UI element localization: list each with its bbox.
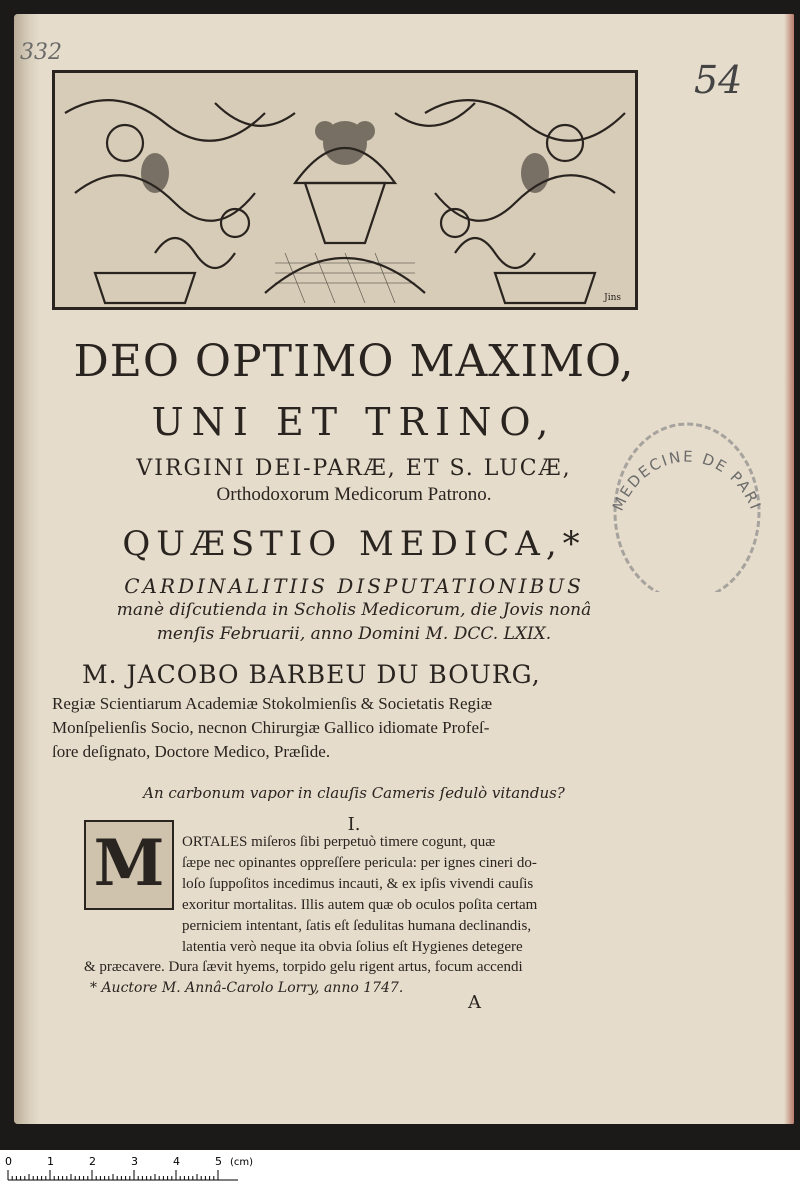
stamp-text: MEDECINE DE PAR — [608, 447, 762, 514]
body-line: & præcavere. Dura ſævit hyems, torpido gelu rigent artus, focum accendi — [84, 959, 523, 975]
footnote: * Auctore M. Annâ-Carolo Lorry, anno 1747. — [90, 980, 404, 996]
page-gutter — [14, 14, 40, 1124]
ruler-label: 3 — [131, 1155, 138, 1168]
book-page — [14, 14, 794, 1124]
svg-text:MEDECINE DE PARIS — [602, 402, 762, 514]
measurement-ruler — [0, 1150, 800, 1188]
ruler-label: 4 — [173, 1155, 180, 1168]
body-line: perniciem intentant, ſatis eſt ſedulitas humana declinandis, — [182, 918, 532, 934]
margin-note-right: 54 — [694, 58, 743, 102]
margin-note-left: 332 — [20, 40, 62, 65]
page-edge — [784, 14, 794, 1124]
body-line: ſæpe nec opinantes oppreſſere pericula: per ignes cineri do- — [182, 855, 537, 871]
question-line-1: CARDINALITIIS DISPUTATIONIBUS — [124, 574, 584, 598]
engraver-signature: Jins — [604, 293, 621, 303]
question-line-3: menſis Februarii, anno Domini M. DCC. LXIX. — [156, 624, 552, 644]
library-stamp — [602, 402, 762, 592]
ruler-unit: (cm) — [230, 1157, 254, 1168]
author-affiliation-3: ſore deſignato, Doctore Medico, Præſide. — [52, 742, 331, 761]
body-line: exoritur mortalitas. Illis autem quæ ob oculos poſita certam — [182, 897, 538, 913]
ornamental-headpiece — [52, 70, 638, 310]
author-name: M. JACOBO BARBEU DU BOURG, — [82, 660, 541, 689]
question-heading: QUÆSTIO MEDICA,* — [122, 524, 586, 564]
dedication-line-1: DEO OPTIMO MAXIMO, — [73, 336, 635, 387]
decorated-initial — [84, 820, 174, 910]
question-line-2: manè diſcutienda in Scholis Medicorum, die Jovis nonâ — [116, 600, 592, 620]
ruler-label: 2 — [89, 1155, 96, 1168]
section-number: I. — [347, 814, 361, 835]
body-line: latentia verò neque ita obvia ſolius eſt Hygienes detegere — [182, 939, 523, 955]
ruler-label: 1 — [47, 1155, 54, 1168]
body-line: ORTALES miſeros ſibi perpetuò timere cogunt, quæ — [182, 834, 496, 850]
ruler-scale — [0, 1150, 800, 1188]
dedication-line-2: UNI ET TRINO, — [151, 400, 557, 444]
author-affiliation-2: Monſpelienſis Socio, necnon Chirurgiæ Gallico idiomate Profeſ- — [52, 718, 490, 737]
dedication-line-3: VIRGINI DEI-PARÆ, ET S. LUCÆ, — [136, 456, 572, 481]
thesis-question: An carbonum vapor in clauſis Cameris ſedulò vitandus? — [143, 784, 565, 802]
signature-mark: A — [468, 992, 481, 1013]
initial-letter: M — [93, 826, 165, 901]
author-affiliation-1: Regiæ Scientiarum Academiæ Stokolmienſis & Societatis Regiæ — [52, 694, 493, 713]
dedication-line-4: Orthodoxorum Medicorum Patrono. — [216, 484, 492, 505]
ruler-label: 5 — [215, 1155, 222, 1168]
ruler-label: 0 — [5, 1155, 12, 1168]
headpiece-engraving — [55, 73, 635, 307]
body-line: loſo ſuppoſitos incedimus incauti, & ex ipſis vivendi cauſis — [182, 876, 534, 892]
